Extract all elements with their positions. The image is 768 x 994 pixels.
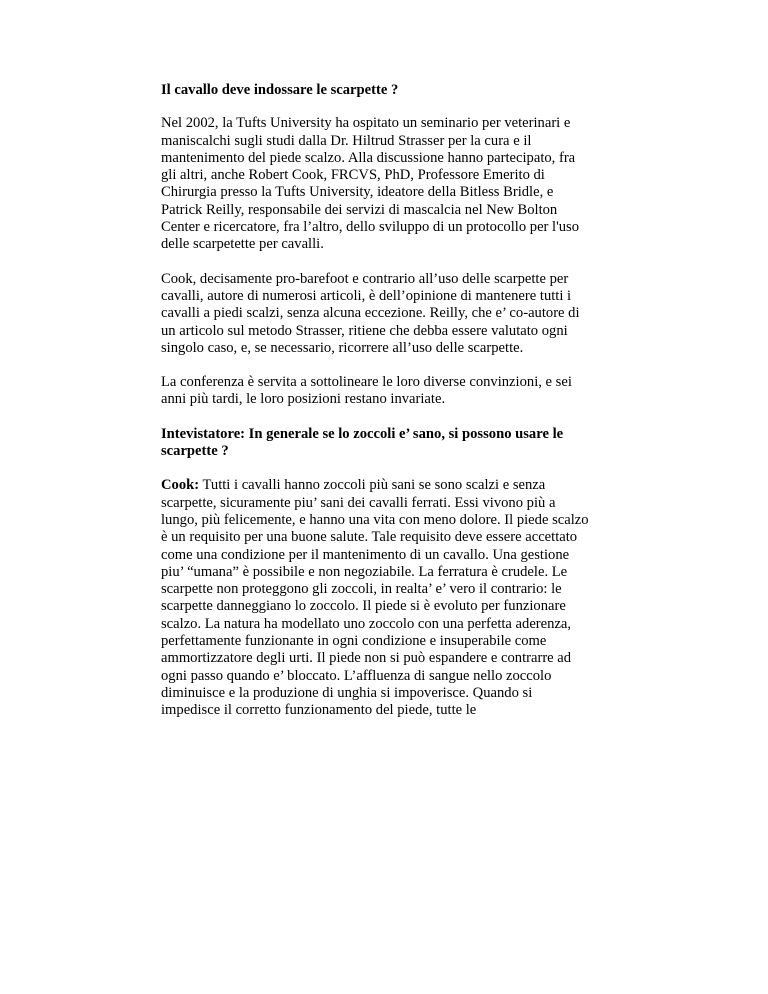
paragraph-conference: La conferenza è servita a sottolineare le loro diverse convinzioni, e sei anni più tardi, le loro posizioni restano invariate. <box>161 374 572 408</box>
answer-text: Tutti i cavalli hanno zoccoli più sani se sono scalzi e senza scarpette, sicuramente piu’ sani dei cavalli ferrati. Essi vivono più a lungo, più felicemente, e hanno una vita con meno dolore. Il piede scalzo è un requisito per una buone salute. Tale requisito deve essere accettato come una condizione per il mantenimento di un cavallo. Una gestione piu’ “umana” è possibile e non negoziabile. La ferratura è crudele. Le scarpette non proteggono gli zoccoli, in realta’ e’ vero il contrario: le scarpette danneggiano lo zoccolo. Il piede si è evoluto per funzionare scalzo. La natura ha modellato uno zoccolo con una perfetta aderenza, perfettamente funzionante in ogni condizione e insuperabile come ammortizzatore degli urti. Il piede non si può espandere e contrarre ad ogni passo quando e’ bloccato. L’affluenza di sangue nello zoccolo diminuisce e la produzione di unghia si impoverisce. Quando si impedisce il corretto funzionamento del piede, tutte le <box>161 477 589 719</box>
document-title: Il cavallo deve indossare le scarpette ? <box>161 82 399 98</box>
interview-question: Intevistatore: In generale se lo zoccoli e’ sano, si possono usare le scarpette ? <box>161 425 564 460</box>
paragraph-positions: Cook, decisamente pro-barefoot e contrario all’uso delle scarpette per cavalli, autore di numerosi articoli, è dell’opinione di mantenere tutti i cavalli a piedi scalzi, senza alcuna eccezione. Reilly, che e’ co-autore di un articolo sul metodo Strasser, ritiene che debba essere valutato ogni singolo caso, e, se necessario, ricorrere all’uso delle scarpette. <box>161 270 580 356</box>
interview-answer <box>161 477 591 719</box>
answer-speaker: Cook: <box>161 477 200 494</box>
document-page <box>161 82 591 737</box>
paragraph-intro: Nel 2002, la Tufts University ha ospitato un seminario per veterinari e maniscalchi sugli studi dalla Dr. Hiltrud Strasser per la cura e il mantenimento del piede scalzo. Alla discussione hanno partecipato, fra gli altri, anche Robert Cook, FRCVS, PhD, Professore Emerito di Chirurgia presso la Tufts University, ideatore della Bitless Bridle, e Patrick Reilly, responsabile dei servizi di mascalcia nel New Bolton Center e ricercatore, fra l’altro, dello sviluppo di un protocollo per l'uso delle scarpetette per cavalli. <box>161 115 580 253</box>
